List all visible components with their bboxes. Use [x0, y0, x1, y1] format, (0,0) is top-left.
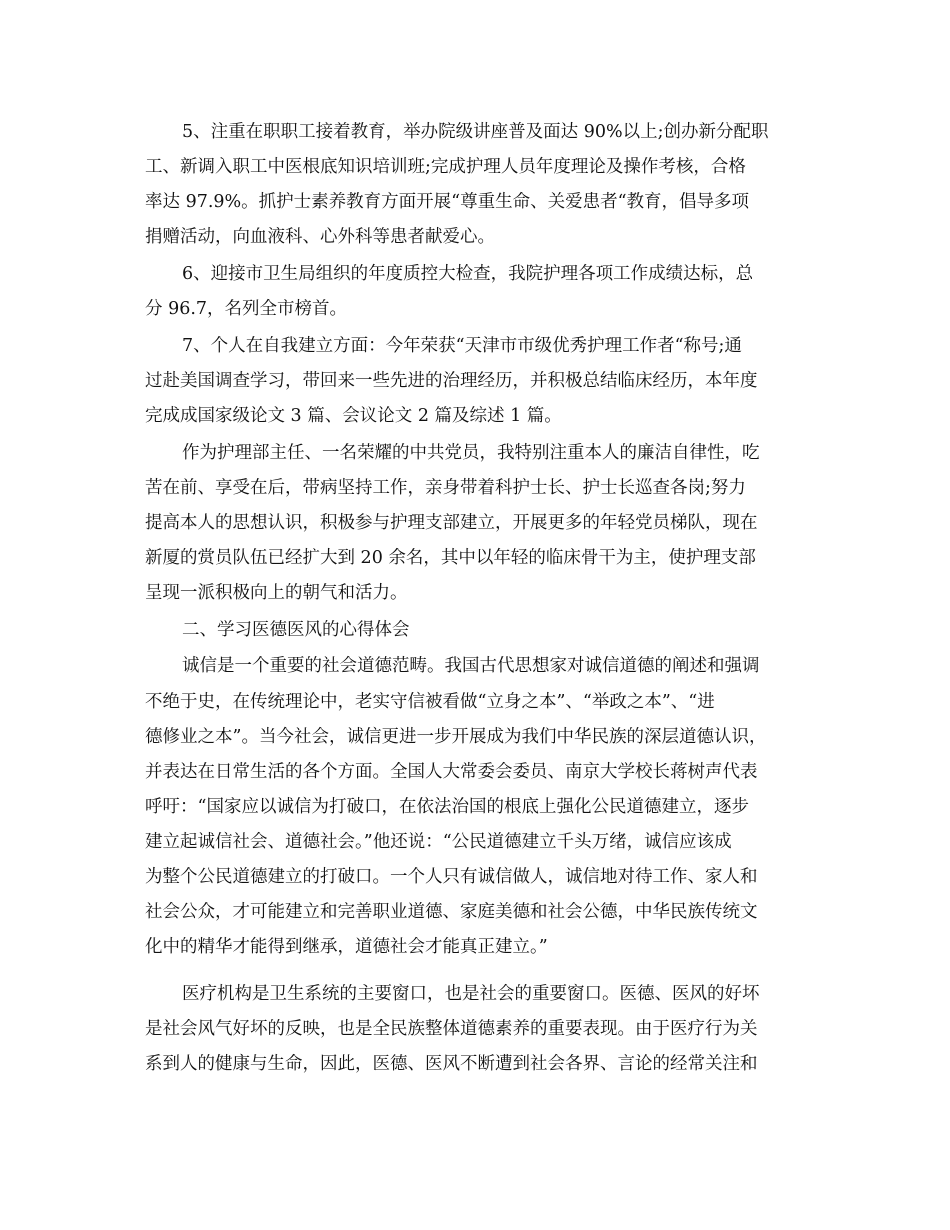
document-line: 完成成国家级论文 3 篇、会议论文 2 篇及综述 1 篇。 — [145, 406, 562, 426]
document-line: 社会公众，才可能建立和完善职业道德、家庭美德和社会公德，中华民族传统文 — [145, 902, 758, 922]
document-line: 为整个公民道德建立的打破口。一个人只有诚信做人，诚信地对待工作、家人和 — [145, 867, 758, 887]
document-line: 医疗机构是卫生系统的主要窗口，也是社会的重要窗口。医德、医风的好坏 — [182, 984, 760, 1004]
document-line: 过赴美国调查学习，带回来一些先进的治理经历，并积极总结临床经历，本年度 — [145, 371, 758, 391]
document-line: 并表达在日常生活的各个方面。全国人大常委会委员、南京大学校长蒋树声代表 — [145, 762, 758, 782]
document-line: 建立起诚信社会、道德社会。”他还说：“公民道德建立千头万绪，诚信应该成 — [145, 832, 732, 852]
document-line: 系到人的健康与生命，因此，医德、医风不断遭到社会各界、言论的经常关注和 — [145, 1054, 758, 1074]
document-line: 是社会风气好坏的反映，也是全民族整体道德素养的重要表现。由于医疗行为关 — [145, 1019, 758, 1039]
document-line: 5、注重在职职工接着教育，举办院级讲座普及面达 90%以上;创办新分配职 — [182, 122, 769, 142]
document-line: 呈现一派积极向上的朝气和活力。 — [145, 583, 408, 603]
document-line: 分 96.7，名列全市榜首。 — [145, 299, 348, 319]
document-line: 苦在前、享受在后，带病坚持工作，亲身带着科护士长、护士长巡查各岗;努力 — [145, 478, 746, 498]
document-line: 化中的精华才能得到继承，道德社会才能真正建立。” — [145, 937, 548, 957]
section-heading: 二、学习医德医风的心得体会 — [182, 620, 410, 640]
document-line: 捐赠活动，向血液科、心外科等患者献爱心。 — [145, 227, 495, 247]
document-line: 新厦的赏员队伍已经扩大到 20 余名，其中以年轻的临床骨干为主，使护理支部 — [145, 548, 756, 568]
document-line: 工、新调入职工中医根底知识培训班;完成护理人员年度理论及操作考核，合格 — [145, 157, 746, 177]
document-line: 率达 97.9%。抓护士素养教育方面开展“尊重生命、关爱患者“教育，倡导多项 — [145, 192, 750, 212]
document-line: 德修业之本”。当今社会，诚信更进一步开展成为我们中华民族的深层道德认识， — [145, 727, 767, 747]
document-line: 不绝于史，在传统理论中，老实守信被看做“立身之本”、“举政之本”、“进 — [145, 692, 715, 712]
document-line: 7、个人在自我建立方面：今年荣获“天津市市级优秀护理工作者“称号;通 — [182, 336, 742, 356]
document-line: 作为护理部主任、一名荣耀的中共党员，我特别注重本人的廉洁自律性，吃 — [182, 443, 760, 463]
document-line: 提高本人的思想认识，积极参与护理支部建立，开展更多的年轻党员梯队，现在 — [145, 513, 758, 533]
document-line: 呼吁：“国家应以诚信为打破口，在依法治国的根底上强化公民道德建立，逐步 — [145, 797, 749, 817]
document-line: 6、迎接市卫生局组织的年度质控大检查，我院护理各项工作成绩达标，总 — [182, 264, 754, 284]
document-line: 诚信是一个重要的社会道德范畴。我国古代思想家对诚信道德的阐述和强调 — [182, 656, 760, 676]
